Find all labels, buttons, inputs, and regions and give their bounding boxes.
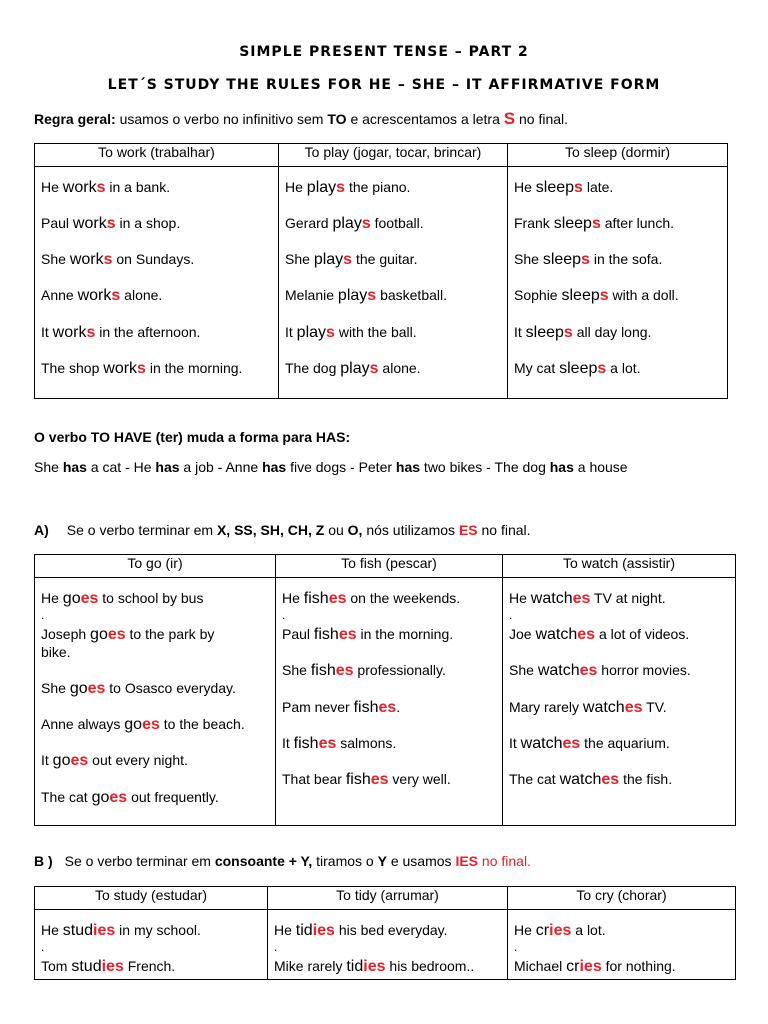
table1-header-sleep: To sleep (dormir) — [508, 144, 728, 167]
sentence-row — [282, 662, 446, 679]
verb-stem: tid — [295, 922, 313, 939]
sentence-rest: alone. — [378, 360, 421, 376]
verb-ending: s — [591, 215, 601, 232]
verb-stem: go — [69, 680, 88, 697]
have-heading: O verbo TO HAVE (ter) muda a forma para HAS: — [34, 429, 351, 445]
sentence-row — [282, 590, 460, 607]
sentence-row — [41, 215, 180, 232]
verb-stem: fish — [345, 771, 371, 788]
sentence-subject: My cat — [514, 360, 560, 376]
sentence-subject: bike. — [41, 644, 71, 660]
sentence-subject: It — [514, 324, 526, 340]
sentence-subject: Mary rarely — [509, 699, 583, 715]
sentence-subject: Gerard — [285, 215, 333, 231]
sentence-subject: The cat — [509, 771, 560, 787]
sentence-rest: the aquarium. — [580, 735, 670, 751]
verb-stem: play — [340, 360, 370, 377]
sentence-row — [282, 626, 453, 643]
sentence-row — [509, 735, 670, 752]
sentence-subject: He — [509, 590, 531, 606]
has-verb: has — [262, 459, 287, 475]
verb-ending: es — [579, 662, 598, 679]
sentence-subject: Michael — [514, 958, 567, 974]
have-subject: He — [133, 459, 156, 475]
sentence-row — [285, 251, 417, 268]
sentence-rest: in the morning. — [145, 360, 243, 376]
sentence-rest: the fish. — [619, 771, 673, 787]
subtitle: LET´S STUDY THE RULES FOR HE – SHE – IT AFFIRMATIVE FORM — [107, 77, 661, 93]
verb-ending: es — [318, 735, 337, 752]
have-subject: The dog — [494, 459, 550, 475]
verb-stem: watch — [559, 771, 602, 788]
sentence-subject: He — [41, 590, 63, 606]
table2-header-watch: To watch (assistir) — [503, 555, 736, 578]
has-verb: has — [155, 459, 180, 475]
verb-stem: sleep — [525, 324, 564, 341]
table-es-verbs — [34, 554, 736, 826]
verb-ending: es — [624, 699, 643, 716]
table1-header-work: To work (trabalhar) — [35, 144, 279, 167]
general-rule-text: e acrescentamos a letra — [346, 111, 504, 127]
verb-ending: es — [378, 699, 397, 716]
verb-ending: es — [80, 590, 99, 607]
verb-stem: tid — [346, 958, 364, 975]
sentence-row — [41, 958, 175, 975]
sentence-row — [514, 251, 662, 268]
sentence-subject: She — [285, 251, 314, 267]
sentence-rest: the piano. — [345, 179, 411, 195]
verb-ending: es — [370, 771, 389, 788]
verb-ending: es — [142, 716, 160, 733]
rule-b-ies: IES — [455, 853, 479, 869]
table2-header-go: To go (ir) — [35, 555, 276, 578]
sentence-row — [514, 324, 651, 341]
sentence-rest: TV at night. — [590, 590, 666, 606]
rule-a-text: ou — [324, 522, 348, 538]
rule-a-text: no final. — [477, 522, 531, 538]
verb-ending: s — [361, 215, 371, 232]
dot-mark: . — [41, 940, 45, 954]
sentence-subject: She — [41, 680, 70, 696]
sentence-subject: Mike rarely — [274, 958, 347, 974]
sentence-rest: in my school. — [115, 922, 201, 938]
sentence-subject: He — [282, 590, 304, 606]
have-rest: two bikes - — [420, 459, 495, 475]
sentence-row — [41, 922, 201, 939]
sentence-row — [41, 251, 194, 268]
sentence-rest: the guitar. — [352, 251, 418, 267]
table3-header-cry: To cry (chorar) — [508, 887, 736, 910]
verb-ending: s — [369, 360, 379, 377]
table3-col-cry — [508, 910, 735, 979]
verb-stem: play — [332, 215, 362, 232]
verb-stem: cr — [566, 958, 580, 975]
sentence-row — [285, 360, 421, 377]
verb-ending: s — [336, 179, 346, 196]
verb-stem: stud — [62, 922, 94, 939]
sentence-subject: Joseph — [41, 626, 91, 642]
sentence-subject: Paul — [41, 215, 73, 231]
verb-ending: s — [111, 287, 121, 304]
verb-stem: fish — [353, 699, 379, 716]
sentence-rest: horror movies. — [597, 662, 691, 678]
sentence-rest: salmons. — [336, 735, 397, 751]
sentence-row — [274, 922, 448, 939]
verb-stem: watch — [582, 699, 625, 716]
sentence-row — [285, 287, 447, 304]
sentence-rest: his bedroom.. — [385, 958, 475, 974]
sentence-row — [514, 179, 613, 196]
verb-stem: watch — [537, 662, 580, 679]
rule-a-text: Se o verbo terminar em — [66, 522, 217, 538]
verb-stem: play — [337, 287, 368, 304]
sentence-subject: He — [41, 179, 63, 195]
verb-ending: es — [87, 680, 106, 697]
sentence-row — [509, 590, 666, 607]
table2-col-go — [35, 578, 275, 825]
table2-col-fish — [276, 578, 502, 825]
sentence-row — [41, 360, 242, 377]
verb-ending: s — [343, 251, 353, 268]
general-rule-text: no final. — [515, 111, 569, 127]
verb-stem: work — [72, 215, 107, 232]
verb-stem: work — [103, 360, 138, 377]
rule-b-text: tiramos o — [312, 853, 378, 869]
main-title: SIMPLE PRESENT TENSE – PART 2 — [239, 44, 529, 60]
verb-ending: s — [563, 324, 573, 341]
sentence-rest: in the afternoon. — [95, 324, 201, 340]
verb-ending: ies — [363, 958, 386, 975]
verb-stem: fish — [293, 735, 319, 752]
verb-stem: go — [90, 626, 108, 643]
sentence-rest: a lot. — [571, 922, 606, 938]
verb-stem: play — [296, 324, 327, 341]
sentence-subject: It — [41, 324, 53, 340]
sentence-row — [41, 179, 170, 196]
verb-stem: fish — [303, 590, 329, 607]
verb-stem: fish — [313, 626, 339, 643]
sentence-subject: Anne — [41, 287, 78, 303]
sentence-subject: It — [282, 735, 294, 751]
have-rest: a house — [573, 459, 628, 475]
sentence-rest: after lunch. — [600, 215, 674, 231]
sentence-rest: to school by bus — [98, 590, 204, 606]
sentence-subject: He — [514, 922, 536, 938]
have-subject: Peter — [358, 459, 396, 475]
verb-stem: go — [52, 752, 71, 769]
sentence-row — [41, 644, 71, 661]
sentence-row — [285, 324, 417, 341]
have-rest: a job - — [179, 459, 226, 475]
verb-stem: stud — [71, 958, 102, 975]
verb-ending: es — [109, 789, 128, 806]
sentence-rest: very well. — [388, 771, 451, 787]
sentence-rest: out frequently. — [127, 789, 219, 805]
dot-mark: . — [509, 608, 513, 622]
sentence-rest: all day long. — [572, 324, 652, 340]
sentence-subject: It — [509, 735, 521, 751]
sentence-subject: She — [514, 251, 543, 267]
table3-header-study: To study (estudar) — [35, 887, 268, 910]
verb-ending: s — [326, 324, 335, 341]
sentence-subject: It — [41, 752, 53, 768]
has-verb: has — [62, 459, 87, 475]
dot-mark: . — [274, 940, 278, 954]
rule-a-es: ES — [458, 522, 478, 538]
sentence-subject: The dog — [285, 360, 341, 376]
verb-ending: s — [581, 251, 590, 268]
sentence-row — [282, 771, 451, 788]
sentence-rest: with the ball. — [334, 324, 417, 340]
sentence-subject: Sophie — [514, 287, 562, 303]
sentence-rest: on Sundays. — [112, 251, 195, 267]
sentence-rest: TV. — [642, 699, 667, 715]
sentence-row — [514, 215, 674, 232]
table1-header-play: To play (jogar, tocar, brincar) — [279, 144, 508, 167]
general-rule — [34, 109, 568, 129]
verb-ending: ies — [101, 958, 124, 975]
verb-stem: work — [52, 324, 87, 341]
table3-col-tidy — [268, 910, 507, 979]
rule-a-o: O, — [347, 522, 363, 538]
sentence-rest: a lot. — [606, 360, 641, 376]
sentence-rest: his bed everyday. — [334, 922, 448, 938]
sentence-row — [282, 699, 400, 716]
sentence-row — [509, 626, 689, 643]
sentence-rest: in the morning. — [356, 626, 454, 642]
verb-ending: s — [86, 324, 96, 341]
verb-stem: watch — [520, 735, 563, 752]
sentence-subject: That bear — [282, 771, 346, 787]
table3-header-tidy: To tidy (arrumar) — [268, 887, 508, 910]
rule-a-text: nós utilizamos — [362, 522, 459, 538]
verb-ending: ies — [312, 922, 335, 939]
verb-stem: work — [77, 287, 112, 304]
sentence-subject: Pam never — [282, 699, 354, 715]
sentence-row — [514, 287, 679, 304]
verb-stem: play — [313, 251, 344, 268]
sentence-subject: He — [41, 922, 63, 938]
verb-ending: ies — [93, 922, 116, 939]
rule-b-y: Y — [377, 853, 387, 869]
dot-mark: . — [41, 608, 45, 622]
sentence-subject: Anne always — [41, 716, 125, 732]
verb-ending: es — [601, 771, 620, 788]
verb-ending: s — [599, 287, 609, 304]
sentence-rest: to Osasco everyday. — [105, 680, 236, 696]
general-rule-to: TO — [327, 111, 347, 127]
verb-stem: sleep — [542, 251, 582, 268]
verb-ending: s — [106, 215, 116, 232]
sentence-row — [274, 958, 474, 975]
sentence-row — [41, 590, 203, 607]
rule-b — [34, 853, 531, 869]
sentence-row — [514, 958, 676, 975]
rule-b-label: B ) — [34, 853, 53, 869]
have-subject: She — [34, 459, 63, 475]
sentence-subject: Paul — [282, 626, 314, 642]
sentence-row — [41, 287, 162, 304]
sentence-rest: a lot of videos. — [595, 626, 690, 642]
table1-col-play — [279, 167, 507, 398]
table-s-verbs — [34, 143, 728, 399]
verb-ending: es — [70, 752, 89, 769]
sentence-rest: to the beach. — [159, 716, 245, 732]
have-rest: five dogs - — [286, 459, 359, 475]
verb-stem: sleep — [559, 360, 598, 377]
verb-stem: watch — [530, 590, 573, 607]
verb-stem: fish — [310, 662, 336, 679]
rule-b-consonant: consoante + Y, — [214, 853, 313, 869]
verb-ending: s — [96, 179, 106, 196]
rule-b-text: Se o verbo terminar em — [64, 853, 215, 869]
sentence-row — [285, 215, 424, 232]
verb-stem: watch — [535, 626, 578, 643]
verb-stem: go — [124, 716, 143, 733]
verb-ending: s — [137, 360, 146, 377]
sentence-rest: French. — [123, 958, 176, 974]
verb-ending: es — [335, 662, 354, 679]
verb-ending: ies — [549, 922, 572, 939]
verb-ending: s — [367, 287, 377, 304]
sentence-subject: Joe — [509, 626, 536, 642]
table3-col-study — [35, 910, 267, 979]
sentence-rest: with a doll. — [608, 287, 679, 303]
sentence-rest: alone. — [120, 287, 163, 303]
sentence-row — [285, 179, 410, 196]
sentence-rest: late. — [582, 179, 614, 195]
verb-ending: ies — [579, 958, 602, 975]
verb-ending: s — [574, 179, 583, 196]
sentence-rest: in the sofa. — [589, 251, 663, 267]
have-subject: Anne — [225, 459, 263, 475]
general-rule-s: S — [503, 109, 516, 128]
rule-a-endings: X, SS, SH, CH, Z — [216, 522, 325, 538]
sentence-rest: to the park by — [125, 626, 215, 642]
sentence-row — [41, 324, 200, 341]
sentence-row — [509, 771, 672, 788]
sentence-subject: He — [274, 922, 296, 938]
sentence-subject: Frank — [514, 215, 554, 231]
verb-ending: es — [572, 590, 591, 607]
table1-col-sleep — [508, 167, 727, 398]
dot-mark: . — [514, 940, 518, 954]
verb-ending: s — [597, 360, 607, 377]
rule-b-text: e usamos — [386, 853, 456, 869]
sentence-rest: out every night. — [88, 752, 188, 768]
verb-stem: sleep — [561, 287, 600, 304]
sentence-row — [509, 699, 667, 716]
sentence-row — [41, 752, 188, 769]
verb-ending: es — [577, 626, 596, 643]
sentence-rest: in a bank. — [105, 179, 171, 195]
sentence-subject: It — [285, 324, 297, 340]
verb-stem: cr — [535, 922, 550, 939]
sentence-row — [41, 626, 214, 643]
verb-stem: go — [91, 789, 110, 806]
table2-col-watch — [503, 578, 735, 825]
sentence-subject: The shop — [41, 360, 104, 376]
rule-a — [34, 522, 531, 538]
rule-a-label: A) — [34, 522, 49, 538]
verb-stem: sleep — [535, 179, 575, 196]
sentence-rest: on the weekends. — [346, 590, 461, 606]
has-verb: has — [395, 459, 421, 475]
have-rest: a cat - — [86, 459, 134, 475]
sentence-row — [514, 360, 641, 377]
sentence-subject: She — [509, 662, 538, 678]
sentence-row — [41, 716, 245, 733]
sentence-rest: in a shop. — [115, 215, 181, 231]
sentence-subject: Melanie — [285, 287, 338, 303]
general-rule-text: usamos o verbo no infinitivo sem — [115, 111, 328, 127]
sentence-subject: Tom — [41, 958, 72, 974]
sentence-subject: She — [41, 251, 70, 267]
sentence-rest: basketball. — [376, 287, 448, 303]
sentence-row — [41, 789, 219, 806]
sentence-row — [282, 735, 396, 752]
verb-ending: es — [328, 590, 347, 607]
verb-ending: es — [107, 626, 126, 643]
sentence-rest: professionally. — [353, 662, 446, 678]
verb-ending: es — [562, 735, 581, 752]
sentence-row — [41, 680, 236, 697]
sentence-subject: He — [285, 179, 307, 195]
sentence-rest: football. — [370, 215, 424, 231]
sentence-rest: for nothing. — [601, 958, 676, 974]
dot-mark: . — [282, 608, 286, 622]
rule-b-text-end: no final. — [478, 853, 531, 869]
table1-col-work — [35, 167, 278, 398]
verb-ending: s — [103, 251, 113, 268]
sentence-subject: The cat — [41, 789, 92, 805]
sentence-subject: She — [282, 662, 311, 678]
verb-stem: sleep — [553, 215, 592, 232]
table2-header-fish: To fish (pescar) — [276, 555, 503, 578]
verb-stem: work — [62, 179, 97, 196]
verb-stem: go — [62, 590, 81, 607]
sentence-row — [514, 922, 606, 939]
sentence-rest: . — [396, 699, 401, 715]
general-rule-label: Regra geral: — [34, 111, 116, 127]
verb-ending: es — [338, 626, 357, 643]
have-sentences — [34, 459, 628, 475]
verb-stem: work — [69, 251, 104, 268]
sentence-row — [509, 662, 691, 679]
verb-stem: play — [306, 179, 337, 196]
sentence-subject: He — [514, 179, 536, 195]
table-ies-verbs — [34, 886, 736, 980]
has-verb: has — [549, 459, 574, 475]
